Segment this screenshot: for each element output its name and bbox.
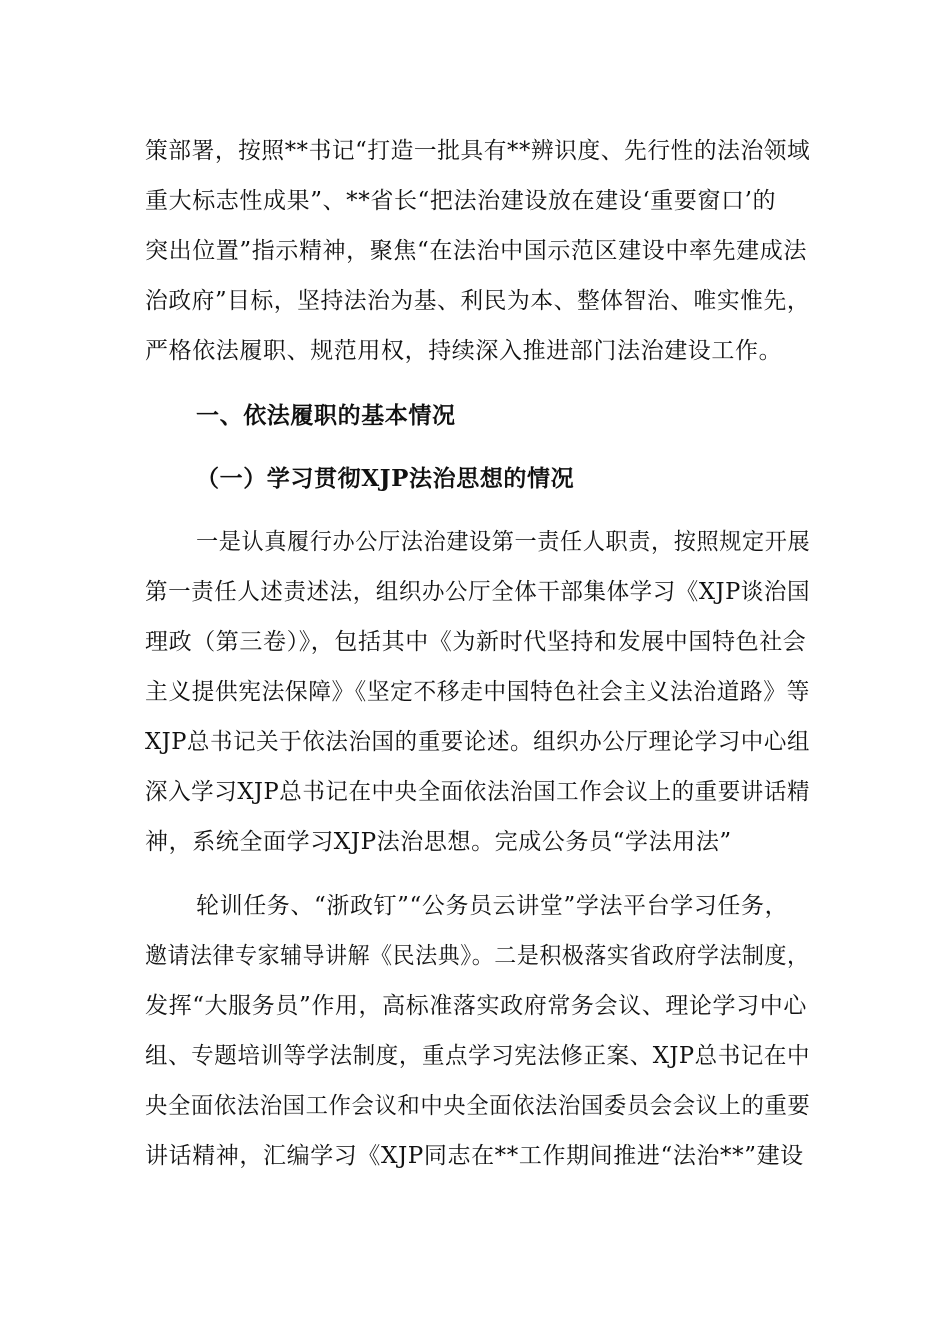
paragraph-2-line-1: 轮训任务、“浙政钉”“公务员云讲堂”学法平台学习任务， [196,893,789,919]
intro-line-2: 重大标志性成果”、**省长“把法治建设放在建设‘重要窗口’的 [145,188,777,214]
paragraph-2-line-6: 讲话精神，汇编学习《XJP同志在**工作期间推进“法治**”建设 [145,1143,804,1169]
paragraph-1-line-2: 第一责任人述责述法，组织办公厅全体干部集体学习《XJP谈治国 [145,579,811,605]
paragraph-2-line-3: 发挥“大服务员”作用，高标准落实政府常务会议、理论学习中心 [145,993,807,1019]
paragraph-1-line-1: 一是认真履行办公厅法治建设第一责任人职责，按照规定开展 [196,529,811,555]
paragraph-1-line-4: 主义提供宪法保障》《坚定不移走中国特色社会主义法治道路》等 [145,679,810,705]
paragraph-1-line-5: XJP总书记关于依法治国的重要论述。组织办公厅理论学习中心组 [145,729,811,755]
section-heading: 一、依法履职的基本情况 [196,402,456,429]
intro-line-5: 严格依法履职、规范用权，持续深入推进部门法治建设工作。 [145,338,783,364]
paragraph-1-line-3: 理政（第三卷）》，包括其中《为新时代坚持和发展中国特色社会 [145,629,807,655]
paragraph-1-line-7: 神，系统全面学习XJP法治思想。完成公务员“学法用法” [145,829,732,855]
intro-line-4: 治政府”目标，坚持法治为基、利民为本、整体智治、唯实惟先， [145,288,811,314]
paragraph-2-line-5: 央全面依法治国工作会议和中央全面依法治国委员会会议上的重要 [145,1093,811,1119]
intro-line-3: 突出位置”指示精神，聚焦“在法治中国示范区建设中率先建成法 [145,238,807,264]
paragraph-2-line-4: 组、专题培训等学法制度，重点学习宪法修正案、XJP总书记在中 [145,1043,811,1069]
paragraph-1-line-6: 深入学习XJP总书记在中央全面依法治国工作会议上的重要讲话精 [145,779,811,805]
paragraph-2-line-2: 邀请法律专家辅导讲解《民法典》。二是积极落实省政府学法制度， [145,943,810,969]
subsection-heading: （一）学习贯彻XJP法治思想的情况 [196,465,575,492]
intro-line-1: 策部署，按照**书记“打造一批具有**辨识度、先行性的法治领域 [145,138,811,164]
